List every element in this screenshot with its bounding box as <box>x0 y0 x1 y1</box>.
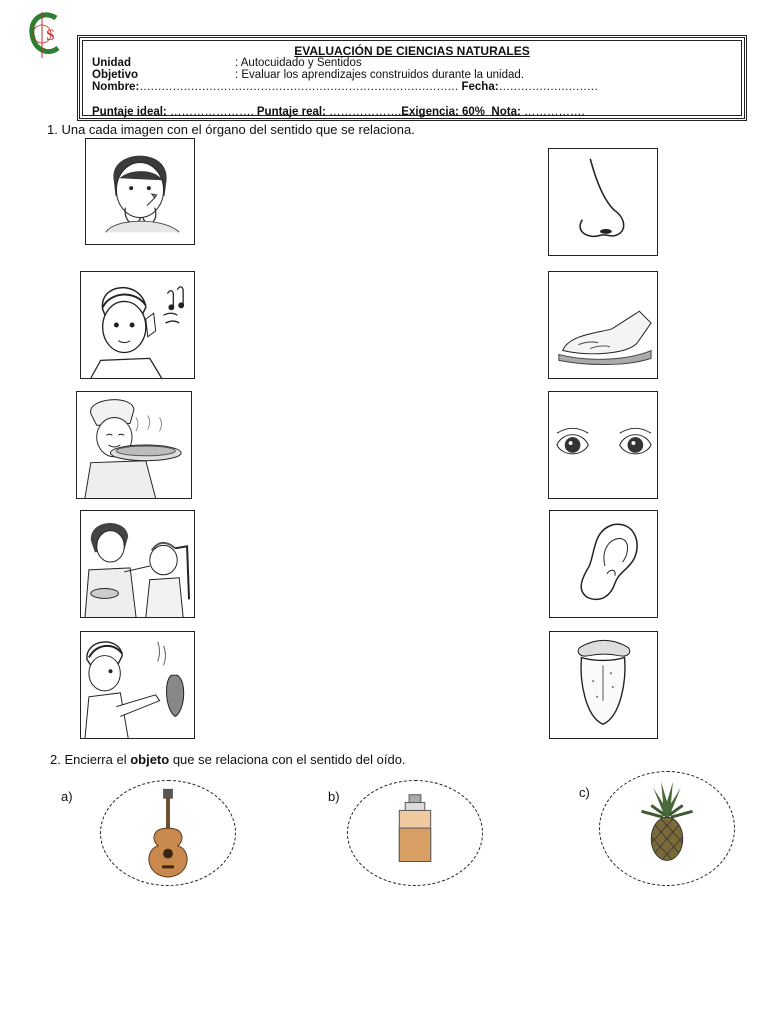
fecha-label: Fecha: <box>461 81 499 93</box>
question-2-prefix: 2. Encierra el <box>50 752 131 767</box>
question-2-bold: objeto <box>130 752 170 767</box>
image-tongue[interactable] <box>549 631 658 739</box>
puntaje-ideal-label: Puntaje ideal: <box>92 106 167 118</box>
eyes-illustration <box>549 392 657 498</box>
option-a-guitar[interactable] <box>100 780 236 886</box>
image-ear[interactable] <box>549 510 658 618</box>
nombre-label: Nombre: <box>92 81 140 93</box>
page-title: EVALUACIÓN DE CIENCIAS NATURALES <box>294 44 530 58</box>
school-logo <box>26 8 66 60</box>
image-hand-touch[interactable] <box>548 271 658 379</box>
objetivo-label: Objetivo <box>92 69 139 81</box>
nota-field[interactable]: ……………. <box>520 106 585 118</box>
nota-label: Nota: <box>491 106 521 118</box>
boy-touching-illustration <box>81 632 194 738</box>
image-person-smelling[interactable] <box>85 138 195 245</box>
image-chef-pizza[interactable] <box>76 391 192 499</box>
guitar-icon <box>101 781 235 885</box>
tongue-illustration <box>550 632 657 738</box>
chef-pizza-illustration <box>77 392 191 498</box>
image-boy-listening[interactable] <box>80 271 195 379</box>
pineapple-icon <box>600 772 734 885</box>
option-a-label: a) <box>61 789 73 804</box>
puntaje-real-field[interactable]: ………………. <box>325 106 402 118</box>
puntaje-real-label: Puntaje real: <box>256 106 326 118</box>
option-c-label: c) <box>579 785 590 800</box>
image-eyes[interactable] <box>548 391 658 499</box>
puntaje-ideal-field[interactable]: …………………. <box>166 106 257 118</box>
person-smelling-illustration <box>86 139 194 244</box>
question-2-suffix: que se relaciona con el sentido del oído. <box>169 752 406 767</box>
puntaje-row <box>92 106 585 118</box>
ear-illustration <box>550 511 657 617</box>
perfume-bottle-icon <box>348 781 482 885</box>
boy-listening-illustration <box>81 272 194 378</box>
logo-letter-s: S <box>46 27 55 44</box>
unidad-row <box>92 57 362 69</box>
objetivo-row <box>92 69 524 81</box>
nombre-row[interactable] <box>92 81 598 93</box>
unidad-value: : Autocuidado y Sentidos <box>235 57 362 69</box>
option-b-label: b) <box>328 789 340 804</box>
unidad-label: Unidad <box>92 57 131 69</box>
question-1-text: 1. Una cada imagen con el órgano del sentido que se relaciona. <box>47 122 415 137</box>
image-nose[interactable] <box>548 148 658 256</box>
evaluation-header <box>77 35 747 121</box>
nombre-field[interactable]: …………………………………………………………………………… <box>139 81 459 93</box>
exigencia-text: Exigencia: 60% <box>401 106 486 118</box>
image-mother-feeding[interactable] <box>80 510 195 618</box>
option-b-perfume[interactable] <box>347 780 483 886</box>
nose-illustration <box>549 149 657 255</box>
question-2-text <box>50 752 406 767</box>
fecha-field[interactable]: ……………………… <box>498 81 598 93</box>
option-c-pineapple[interactable] <box>599 771 735 886</box>
mother-feeding-illustration <box>81 511 194 617</box>
objetivo-value: : Evaluar los aprendizajes construidos durante la unidad. <box>235 69 524 81</box>
hand-touch-illustration <box>549 272 657 378</box>
image-boy-touching[interactable] <box>80 631 195 739</box>
